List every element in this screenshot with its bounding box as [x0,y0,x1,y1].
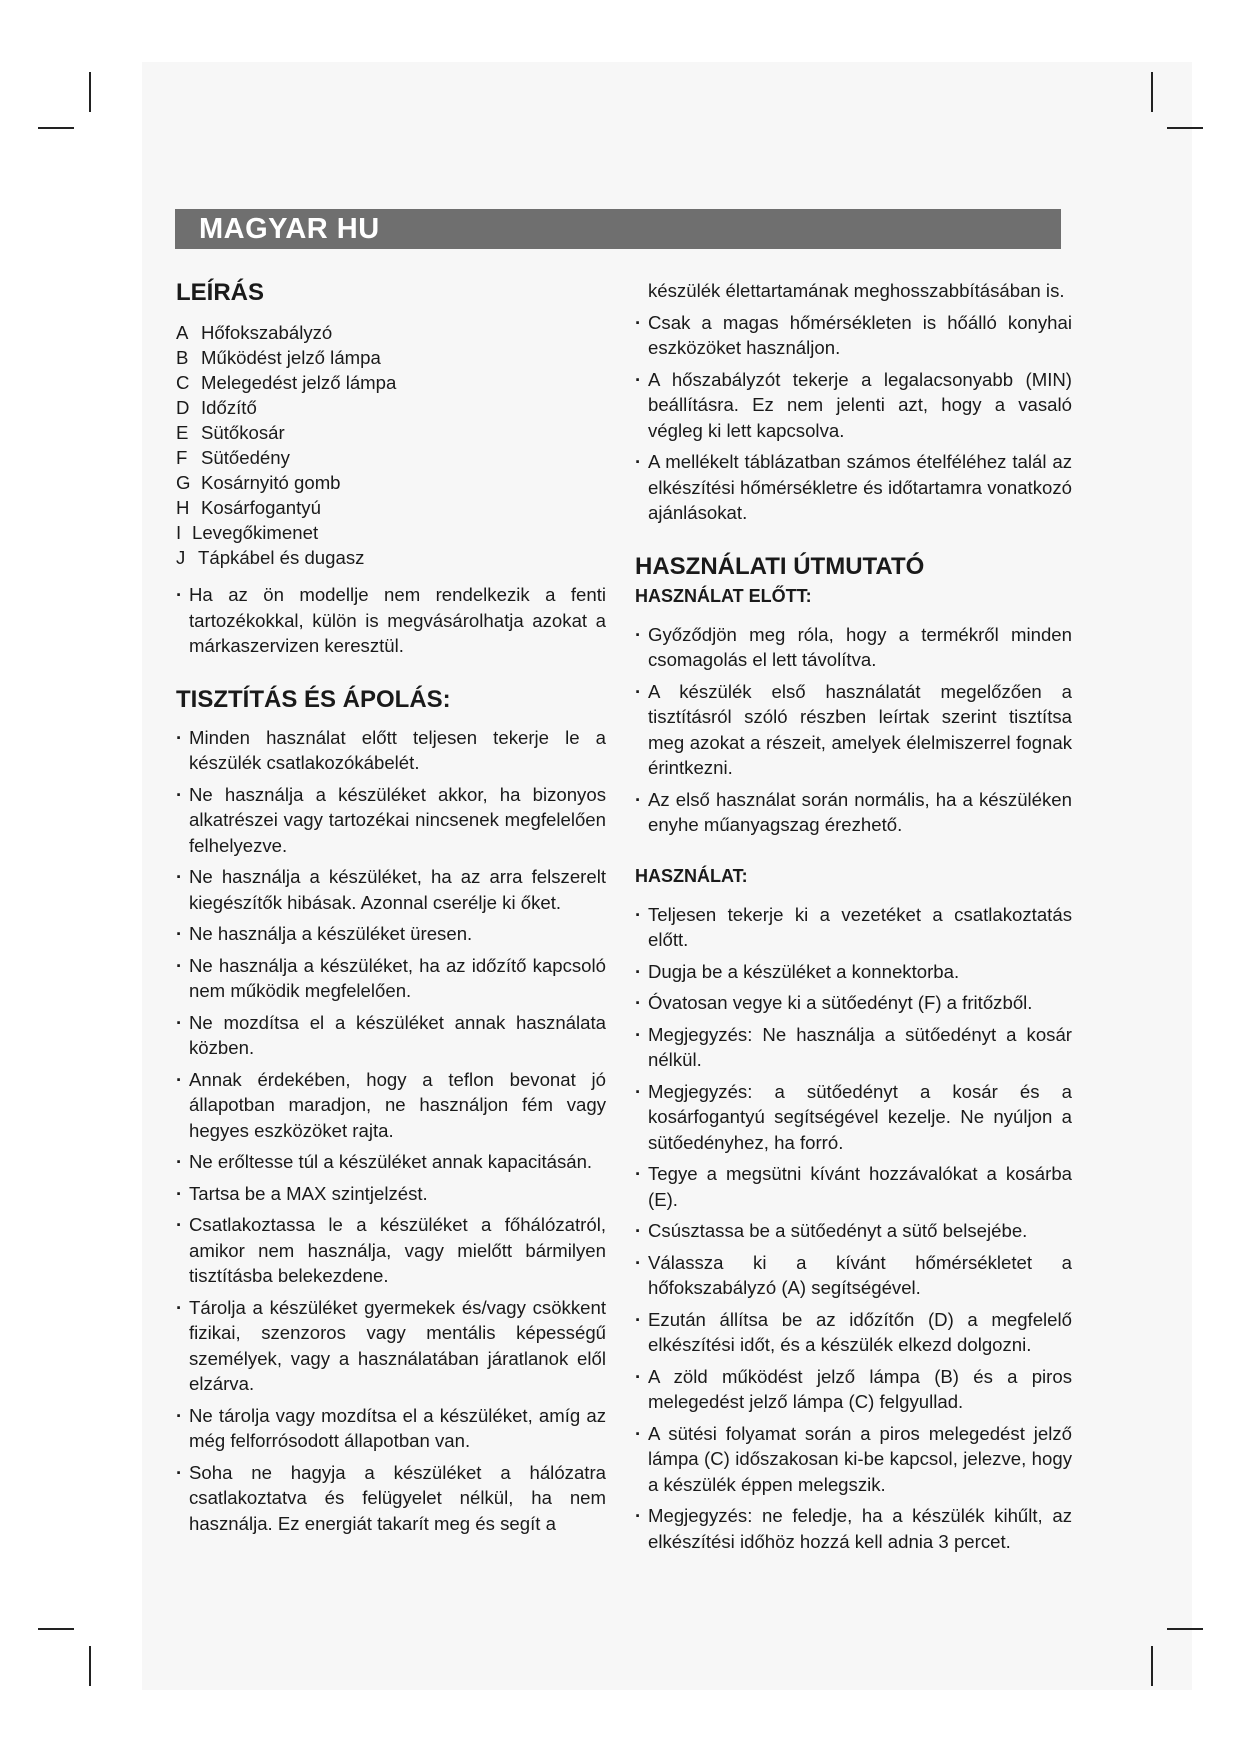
leiras-heading: LEÍRÁS [176,279,265,306]
list-item: · Teljesen tekerje ki a vezetéket a csatlakoztatás előtt. [635,902,1072,953]
list-item: · Dugja be a készüléket a konnektorba. [635,959,1072,985]
hasznalat-heading: HASZNÁLAT: [635,865,748,886]
parts-list [176,320,606,570]
list-item: F Sütőedény [176,447,290,468]
banner-title: MAGYAR HU [199,213,380,245]
list-item: · Győződjön meg róla, hogy a termékről minden csomagolás el lett távolítva. [635,622,1072,673]
utmutato-heading: HASZNÁLATI ÚTMUTATÓ [635,552,925,580]
list-item: H Kosárfogantyú [176,497,321,518]
list-item: · Ne tárolja vagy mozdítsa el a készüléket, amíg az még felforrósodott állapotban van. [176,1403,606,1454]
list-item: · Tartsa be a MAX szintjelzést. [176,1181,606,1207]
hasznalat-elott-heading: HASZNÁLAT ELŐTT: [635,585,812,606]
list-item: · Ha az ön modellje nem rendelkezik a fenti tartozékokkal, külön is megvásárolhatja azokat a márkaszervizen keresztül. [176,582,606,659]
list-item: · Ezután állítsa be az időzítőn (D) a megfelelő elkészítési időt, és a készülék elkezd dolgozni. [635,1307,1072,1358]
list-item: · A zöld működést jelző lámpa (B) és a piros melegedést jelző lámpa (C) felgyullad. [635,1364,1072,1415]
list-item: C Melegedést jelző lámpa [176,372,397,393]
list-item: · Csak a magas hőmérsékleten is hőálló konyhai eszközöket használjon. [635,310,1072,361]
list-item: · Ne használja a készüléket akkor, ha bizonyos alkatrészei vagy tartozékai nincsenek megfelelően felhelyezve. [176,782,606,859]
list-item: · Megjegyzés: ne feledje, ha a készülék kihűlt, az elkészítési időhöz hozzá kell adnia 3 percet. [635,1503,1072,1554]
list-item: E Sütőkosár [176,422,285,443]
left-column [176,250,606,1542]
right-column [635,250,1072,1560]
list-item: · Ne használja a készüléket üresen. [176,921,606,947]
list-item: · Annak érdekében, hogy a teflon bevonat jó állapotban maradjon, ne használjon fém vagy hegyes eszközöket rajta. [176,1067,606,1144]
list-item: · A sütési folyamat során a piros melegedést jelző lámpa (C) időszakosan ki-be kapcsol, jelezve, hogy a készülék éppen melegszik. [635,1421,1072,1498]
crop-mark-top-left-h [38,127,74,129]
list-item: · Válassza ki a kívánt hőmérsékletet a hőfokszabályzó (A) segítségével. [635,1250,1072,1301]
list-item: · Tárolja a készüléket gyermekek és/vagy csökkent fizikai, szenzoros vagy mentális képességű személyek, vagy a használatában járatlanok elől elzárva. [176,1295,606,1397]
list-item: A Hőfokszabályzó [176,322,333,343]
list-item: D Időzítő [176,397,257,418]
list-item: G Kosárnyitó gomb [176,472,341,493]
list-item: · Ne használja a készüléket, ha az arra felszerelt kiegészítők hibásak. Azonnal cserélje ki őket. [176,864,606,915]
crop-mark-bottom-left-h [38,1628,74,1630]
hasznalat-list [635,902,1072,1555]
list-item: · A hőszabályzót tekerje a legalacsonyabb (MIN) beállításra. Ez nem jelenti azt, hogy a vasaló végleg ki lett kapcsolva. [635,367,1072,444]
list-item: · A készülék első használatát megelőzően a tisztításról szóló részben leírtak szerint tisztítsa meg azokat a részeit, amelyek élelmiszerrel fognak érintkezni. [635,679,1072,781]
list-item: · Minden használat előtt teljesen tekerje le a készülék csatlakozókábelét. [176,725,606,776]
list-item: · Tegye a megsütni kívánt hozzávalókat a kosárba (E). [635,1161,1072,1212]
list-item: I Levegőkimenet [176,522,319,543]
crop-mark-top-left-v [89,72,91,112]
list-item: · Ne mozdítsa el a készüléket annak használata közben. [176,1010,606,1061]
crop-mark-bottom-right-v [1151,1646,1153,1686]
list-item: · Ne használja a készüléket, ha az időzítő kapcsoló nem működik megfelelően. [176,953,606,1004]
tisztitas-list-continued [635,310,1072,526]
tisztitas-list [176,725,606,1537]
crop-mark-top-right-h [1167,127,1203,129]
list-item: · A mellékelt táblázatban számos ételféléhez talál az elkészítési hőmérsékletre és időtartamra vonatkozó ajánlásokat. [635,449,1072,526]
list-item: · Óvatosan vegye ki a sütőedényt (F) a fritőzből. [635,990,1072,1016]
list-item: · Az első használat során normális, ha a készüléken enyhe műanyagszag érezhető. [635,787,1072,838]
tisztitas-heading: TISZTÍTÁS ÉS ÁPOLÁS: [176,685,451,713]
list-item: J Tápkábel és dugasz [176,547,365,568]
list-item: B Működést jelző lámpa [176,347,381,368]
language-banner [175,209,1061,249]
continuation-text: készülék élettartamának meghosszabbításában is. [648,280,1065,301]
list-item: · Ne erőltesse túl a készüléket annak kapacitásán. [176,1149,606,1175]
list-item: · Csúsztassa be a sütőedényt a sütő belsejébe. [635,1218,1072,1244]
list-item: · Csatlakoztassa le a készüléket a főhálózatról, amikor nem használja, vagy mielőtt bármilyen tisztításba belekezdene. [176,1212,606,1289]
leiras-note-list [176,582,606,659]
crop-mark-bottom-right-h [1167,1628,1203,1630]
hasznalat-elott-list [635,622,1072,838]
list-item: · Megjegyzés: a sütőedényt a kosár és a kosárfogantyú segítségével kezelje. Ne nyúljon a sütőedényhez, ha forró. [635,1079,1072,1156]
crop-mark-top-right-v [1151,72,1153,112]
crop-mark-bottom-left-v [89,1646,91,1686]
list-item: · Soha ne hagyja a készüléket a hálózatra csatlakoztatva és felügyelet nélkül, ha nem használja. Ez energiát takarít meg és segít a [176,1460,606,1537]
list-item: · Megjegyzés: Ne használja a sütőedényt a kosár nélkül. [635,1022,1072,1073]
